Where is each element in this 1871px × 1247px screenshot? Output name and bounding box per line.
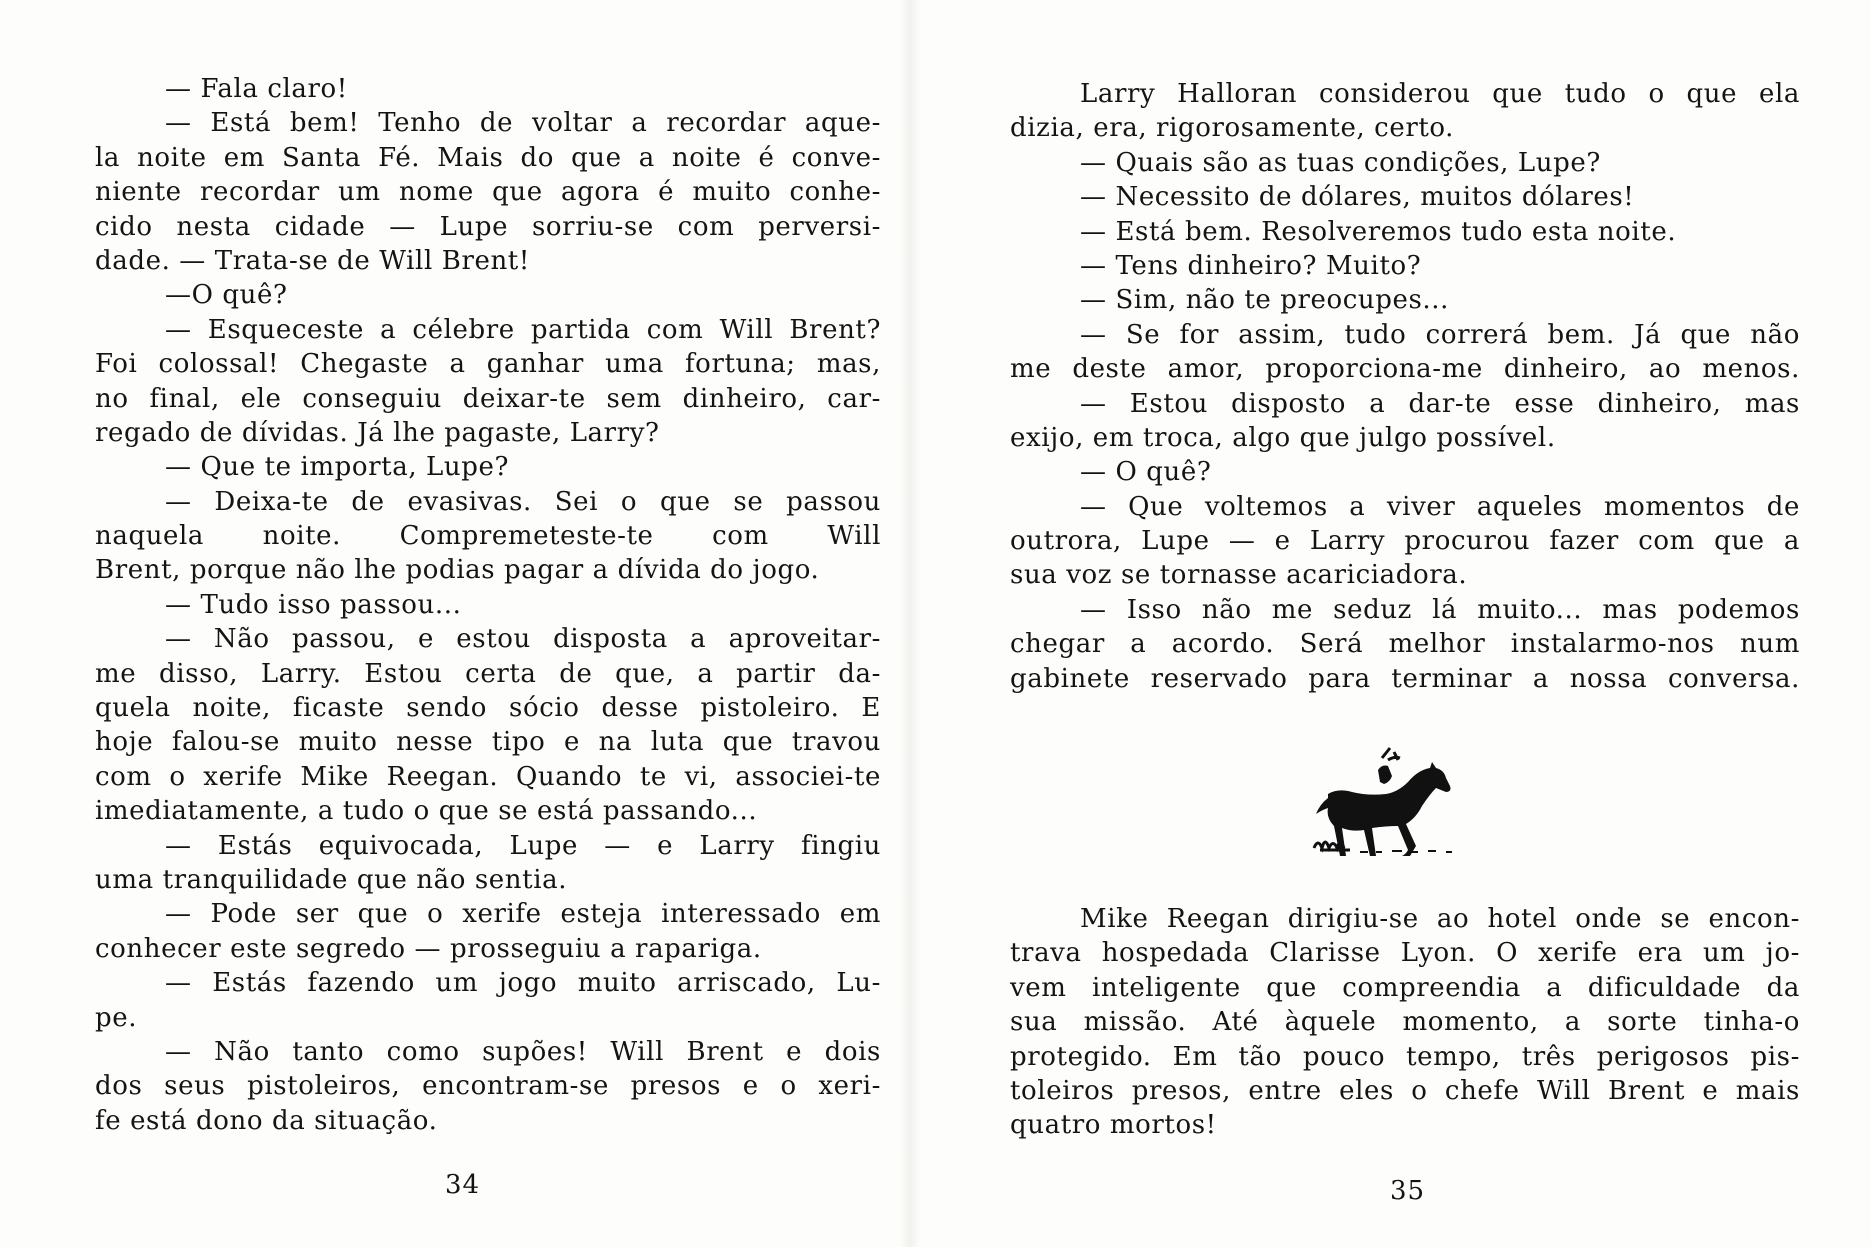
text-line: — Se for assim, tudo correrá bem. Já que não [1080,319,1800,350]
text-line: — Que voltemos a viver aqueles momentos de [1080,491,1800,522]
text-line: — Não tanto como supões! Will Brent e dois [165,1036,881,1067]
left-page-text [95,72,881,1138]
text-line: trava hospedada Clarisse Lyon. O xerife era um jo- [1010,938,1800,969]
text-line: toleiros presos, entre eles o chefe Will Brent e mais [1010,1075,1800,1106]
text-line: me deste amor, proporciona-me dinheiro, ao menos. [1010,354,1800,385]
text-line: uma tranquilidade que não sentia. [95,864,568,895]
right-page-text-bottom [1010,902,1800,1143]
text-line: sua missão. Até àquele momento, a sorte tinha-o [1010,1007,1800,1038]
text-line: — Estás equivocada, Lupe — e Larry fingiu [165,830,881,861]
text-line: — Necessito de dólares, muitos dólares! [1080,182,1635,213]
text-line: com o xerife Mike Reegan. Quando te vi, associei-te [95,761,881,792]
text-line: hoje falou-se muito nesse tipo e na luta que travou [95,727,881,758]
text-line: quatro mortos! [1010,1110,1217,1141]
page-number-right: 35 [1390,1176,1426,1206]
text-line: — Estás fazendo um jogo muito arriscado, Lu- [165,968,881,999]
text-line: dade. — Trata-se de Will Brent! [95,245,530,276]
page-right [930,0,1871,1247]
text-line: — Que te importa, Lupe? [165,452,510,483]
text-line: vem inteligente que compreendia a dificuldade da [1010,972,1800,1003]
text-line: — O quê? [1080,457,1212,488]
text-line: chegar a acordo. Será melhor instalarmo-nos num [1010,629,1800,660]
right-page-text-top [1010,77,1800,696]
text-line: exijo, em troca, algo que julgo possível. [1010,422,1556,453]
text-line: Brent, porque não lhe podias pagar a dívida do jogo. [95,555,820,586]
text-line: — Estou disposto a dar-te esse dinheiro, mas [1080,388,1800,419]
text-line: dos seus pistoleiros, encontram-se presos e o xeri- [95,1071,881,1102]
text-line: — Tudo isso passou... [165,589,462,620]
text-line: — Quais são as tuas condições, Lupe? [1080,147,1601,178]
text-line: — Pode ser que o xerife esteja interessado em [165,899,881,930]
text-line: gabinete reservado para terminar a nossa conversa. [1010,663,1800,694]
text-line: — Sim, não te preocupes... [1080,285,1450,316]
text-line: me disso, Larry. Estou certa de que, a partir da- [95,658,881,689]
text-line: Larry Halloran considerou que tudo o que ela [1080,79,1800,109]
text-line: pe. [95,1002,138,1033]
text-line: — Fala claro! [165,74,348,104]
text-line: niente recordar um nome que agora é muito conhe- [95,177,881,208]
text-line: — Não passou, e estou disposta a aproveitar- [165,624,881,655]
text-line: — Esqueceste a célebre partida com Will Brent? [165,314,881,345]
text-line: — Isso não me seduz lá muito... mas podemos [1080,594,1800,625]
text-line: conhecer este segredo — prosseguiu a rapariga. [95,933,762,964]
text-line: — Está bem! Tenho de voltar a recordar aque- [165,108,881,139]
text-line: — Tens dinheiro? Muito? [1080,250,1422,281]
text-line: fe está dono da situação. [95,1105,438,1136]
text-line: — Deixa-te de evasivas. Sei o que se passou [165,486,881,517]
text-line: cido nesta cidade — Lupe sorriu-se com perversi- [95,211,881,242]
page-number-left: 34 [445,1170,481,1200]
text-line: dizia, era, rigorosamente, certo. [1010,113,1455,144]
text-line: —O quê? [165,280,288,311]
text-line: regado de dívidas. Já lhe pagaste, Larry? [95,417,660,448]
text-line: la noite em Santa Fé. Mais do que a noite é conve- [95,142,881,173]
page-left [0,0,910,1247]
text-line: outrora, Lupe — e Larry procurou fazer com que a [1010,526,1800,557]
text-line: — Está bem. Resolveremos tudo esta noite. [1080,216,1677,247]
text-line: protegido. Em tão pouco tempo, três perigosos pis- [1010,1041,1800,1072]
text-line: quela noite, ficaste sendo sócio desse pistoleiro. E [95,693,881,724]
text-line: Foi colossal! Chegaste a ganhar uma fortuna; mas, [95,349,881,380]
text-line: naquela noite. Compremeteste-te com Will [95,521,881,552]
text-line: Mike Reegan dirigiu-se ao hotel onde se encon- [1080,904,1800,934]
galloping-horse-icon [1300,730,1480,860]
text-line: imediatamente, a tudo o que se está passando... [95,796,758,827]
text-line: sua voz se tornasse acariciadora. [1010,560,1468,591]
text-line: no final, ele conseguiu deixar-te sem dinheiro, car- [95,383,881,414]
